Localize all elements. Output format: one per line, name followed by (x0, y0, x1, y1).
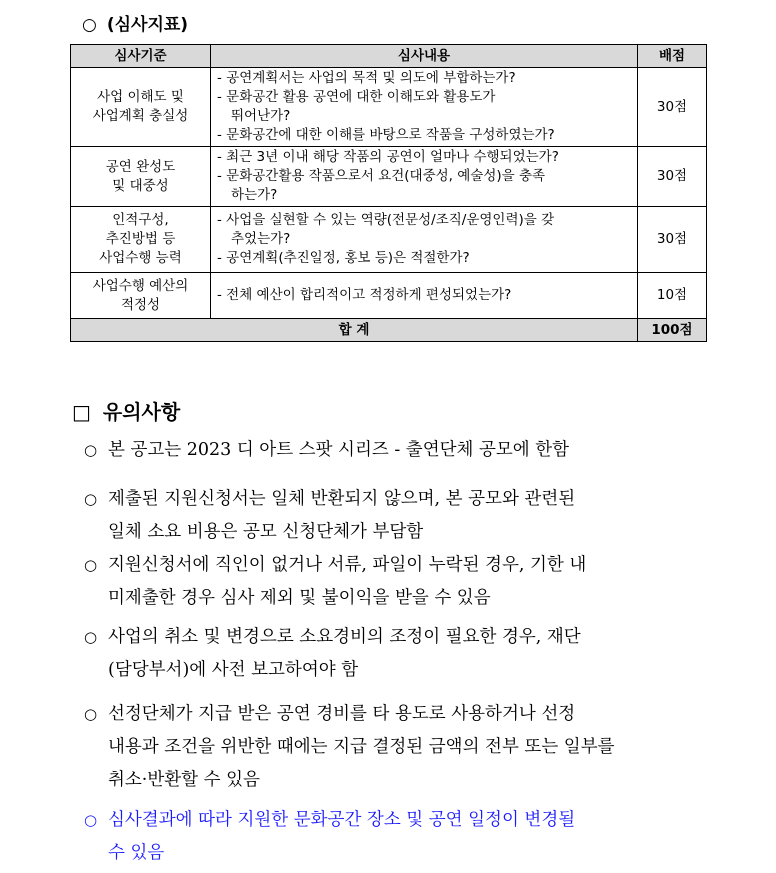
criterion-cell (71, 68, 211, 147)
score-cell: 30점 (638, 147, 707, 207)
table-total-row (71, 319, 707, 342)
criterion-line: 적정성 (120, 296, 161, 313)
note-line: 수 있음 (108, 843, 165, 863)
header-criterion: 심사기준 (71, 45, 211, 68)
content-line: - 문화공간활용 작품으로서 요건(대중성, 예술성)을 충족 (217, 168, 546, 184)
note-item (84, 804, 575, 870)
header-content: 심사내용 (211, 45, 638, 68)
score-cell: 30점 (638, 68, 707, 147)
content-line: - 최근 3년 이내 해당 작품의 공연이 얼마나 수행되었는가? (217, 149, 559, 165)
square-bullet-icon: □ (72, 400, 91, 424)
total-score: 100점 (638, 319, 707, 342)
content-cell (211, 147, 638, 207)
score-cell: 10점 (638, 273, 707, 319)
note-continuation (84, 764, 615, 797)
note-continuation (84, 837, 575, 870)
circle-bullet-icon: ○ (84, 705, 98, 723)
table-row (71, 273, 707, 319)
criteria-table (70, 44, 707, 342)
section-title: (심사지표) (106, 15, 189, 35)
content-cell (211, 68, 638, 147)
note-line: 사업의 취소 및 변경으로 소요경비의 조정이 필요한 경우, 재단 (108, 627, 581, 647)
note-line: 제출된 지원신청서는 일체 반환되지 않으며, 본 공모와 관련된 (108, 489, 576, 509)
content-line: - 공연계획서는 사업의 목적 및 의도에 부합하는가? (217, 70, 516, 86)
content-line: - 공연계획(추진일정, 홍보 등)은 적절한가? (217, 250, 470, 266)
content-line: 추었는가? (231, 231, 291, 247)
note-item (84, 549, 586, 615)
circle-bullet-icon: ○ (84, 811, 98, 829)
content-cell (211, 207, 638, 273)
section-heading-notes (72, 396, 180, 425)
note-item (84, 621, 581, 687)
note-line: 일체 소요 비용은 공모 신청단체가 부담함 (108, 522, 424, 542)
score-cell: 30점 (638, 207, 707, 273)
note-line: 본 공고는 2023 디 아트 스팟 시리즈 - 출연단체 공모에 한함 (108, 440, 570, 460)
table-row (71, 207, 707, 273)
notes-title: 유의사항 (102, 400, 181, 424)
note-line: 내용과 조건을 위반한 때에는 지급 결정된 금액의 전부 또는 일부를 (108, 737, 615, 757)
criterion-cell (71, 147, 211, 207)
note-continuation (84, 654, 581, 687)
circle-bullet-icon: ○ (84, 628, 98, 646)
criterion-line: 인적구성, (112, 212, 169, 228)
circle-bullet-icon: ○ (84, 441, 98, 459)
criterion-line: 사업수행 능력 (99, 250, 182, 266)
section-heading-criteria (82, 10, 188, 35)
criterion-line: 사업 이해도 및 (97, 89, 184, 105)
note-item (84, 434, 569, 467)
note-line: 취소·반환할 수 있음 (108, 770, 260, 790)
table-row (71, 68, 707, 147)
content-line: - 사업을 실현할 수 있는 역량(전문성/조직/운영인력)을 갖 (217, 212, 555, 228)
content-line: - 전체 예산이 합리적이고 적정하게 편성되었는가? (217, 287, 512, 303)
circle-bullet-icon: ○ (84, 490, 98, 508)
content-line: 뛰어난가? (231, 108, 291, 124)
content-line: 하는가? (231, 187, 278, 203)
note-line: 심사결과에 따라 지원한 문화공간 장소 및 공연 일정이 변경될 (108, 810, 576, 830)
circle-bullet-icon: ○ (84, 556, 98, 574)
note-item (84, 483, 575, 549)
table-row (71, 147, 707, 207)
note-line: 선정단체가 지급 받은 공연 경비를 타 용도로 사용하거나 선정 (108, 704, 576, 724)
content-line: - 문화공간 활용 공연에 대한 이해도와 활용도가 (217, 89, 496, 105)
total-label: 합 계 (71, 319, 638, 342)
note-continuation (84, 582, 586, 615)
content-cell (211, 273, 638, 319)
criterion-cell (71, 273, 211, 319)
header-score: 배점 (638, 45, 707, 68)
content-line: - 문화공간에 대한 이해를 바탕으로 작품을 구성하였는가? (217, 127, 555, 143)
table-header-row (71, 45, 707, 68)
note-line: 지원신청서에 직인이 없거나 서류, 파일이 누락된 경우, 기한 내 (108, 555, 587, 575)
criterion-line: 공연 완성도 (105, 158, 176, 175)
criterion-line: 사업수행 예산의 (92, 277, 189, 294)
note-line: 미제출한 경우 심사 제외 및 불이익을 받을 수 있음 (108, 588, 491, 608)
note-item (84, 698, 615, 797)
criterion-cell (71, 207, 211, 273)
note-line: (담당부서)에 사전 보고하여야 함 (108, 660, 359, 680)
note-continuation (84, 516, 575, 549)
note-continuation (84, 731, 615, 764)
circle-bullet-icon: ○ (82, 15, 97, 35)
criterion-line: 추진방법 등 (105, 231, 176, 247)
criterion-line: 및 대중성 (112, 177, 169, 194)
criterion-line: 사업계획 충실성 (92, 108, 189, 124)
